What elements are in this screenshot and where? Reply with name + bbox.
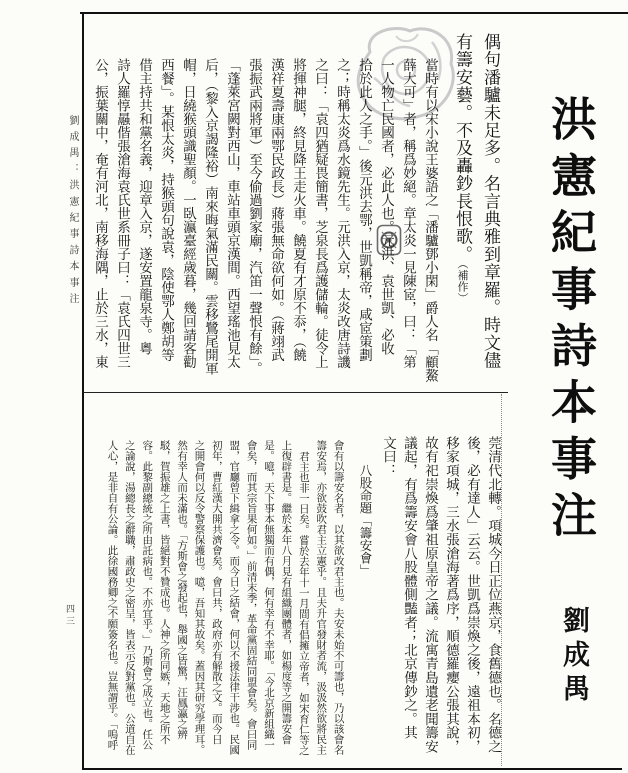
text-column: 後，必有達人」云云。世凱爲崇煥之後，遠祖本初，: [464, 436, 480, 754]
text-column: 張振武兩將軍）至今偷過劉家廟，汽笛一聲恨有餘」。: [246, 58, 262, 376]
section-divider-rule: [83, 392, 508, 393]
upper-commentary: [89, 58, 441, 388]
text-column: 文曰：: [380, 436, 396, 478]
text-column: 后，（黎入京謁隆裕）南來晦氣滿民關。雲移鷺尾開軍: [202, 58, 218, 376]
text-column: 議起，有爲籌安會八股體側豔者；北京傳鈔之。其: [401, 436, 417, 740]
essay-column: 是。噫，天下事本無獨而有偶，何有幸有不幸耶。「今北京新組織一: [263, 440, 276, 750]
lower-commentary: [377, 436, 503, 766]
text-column: 帽，日繞猴頭識聖顏。一臥瀛臺經歲暮，幾回請客勸: [180, 58, 196, 369]
essay-column: 君主也非一日矣。嘗於去年十一月間有倡擁立帝者，如宋育仁等之: [297, 451, 310, 756]
poem-line: 偶句潘驢未足多。名言典雅到章羅。時文儘: [480, 33, 500, 370]
book-title: 洪憲紀事詩本事注: [544, 95, 598, 548]
text-column: 詩人羅惇曧偕張滄海袁氏世系冊子曰：「袁氏四世三: [114, 58, 130, 369]
author-name: 劉成禺: [558, 606, 589, 708]
essay-column: 之開會何以反令警察保護也。噫，吾知其故矣。蓋因其研究學理耳。: [193, 440, 206, 755]
text-column: 「蓬萊宮闕對西山，車站車頭京漢間。西望瑤池見太: [224, 58, 240, 369]
poem-note: （補作）: [456, 263, 469, 304]
running-header: 劉成禺：洪憲紀事詩本事注: [67, 115, 78, 310]
essay-column: 盟，官廳曾下緝拿之令。而今日之結會，何以不援法律干涉也。民國: [228, 440, 241, 755]
bottom-border-rule: [82, 768, 622, 770]
text-column: 西餐」。某恨太炎，持猴頭句說袁，陰使鄂人鄭胡等: [158, 58, 174, 362]
essay-column: 初年，曹紅漢大開共濟會矣。會曰共，政府亦有解散之文。而今日: [210, 440, 223, 745]
page-number: 四三: [64, 604, 74, 628]
poem-line: [448, 33, 476, 383]
text-column: 一人物亡民國者，必此人也。元洪、袁世凱、必收: [378, 58, 394, 355]
essay-column: 之論說，湯總長之辭職，肅政史之密呈，皆表示反對黨也。公道自在: [123, 440, 136, 755]
text-column: 當時有以宋小說王婆語之「潘驢鄧小閑」爵人名「顧鰲: [422, 58, 438, 382]
essay-column: 人心，是非自有公論。此徐國務卿之不願簽名也。豈無謂乎。「嗚呼: [106, 440, 119, 750]
text-column: 薛大可」者，稱爲妙絕。章太炎一見陳宧，曰：「第: [400, 58, 416, 369]
essay-column: 駁，賀振雄之上書，皆絕對不贊成也。人神之所同嫉，天地之所不: [158, 440, 171, 745]
text-column: 借主持共和黨名義，迎章入京，遂安置龍泉寺。粵: [136, 58, 152, 355]
text-column: 之曰：「袁四猶疑畏簡書，芝泉長爲護儲輪。徒令上: [312, 58, 328, 369]
essay-column: 上復辟書是。繼於本年八月見有組織團體者，如楊度等之開籌安會: [280, 440, 293, 745]
poem-line-text: 有籌安藝。不及轟鈔長恨歌。: [452, 33, 472, 264]
text-column: 莞清代北轉。項城今日正位燕京，食舊德也。名德之: [485, 436, 501, 754]
poem-block: [448, 33, 504, 383]
top-border-rule: [80, 12, 628, 14]
text-column: 故有祀崇煥爲肇祖原皇帝之議。流寓青島遺老聞籌安: [422, 436, 438, 754]
text-column: 拾於此人之手。」後元洪去鄂，世凱稱帝，咸宧策劃: [356, 58, 372, 362]
essay-column: 容。此黎副總統之所由託病也。不亦宜乎。」乃斯會之成立也。任公: [141, 440, 154, 750]
essay-column: 會矣，而其宗旨果何如。」前清末季，革命黨固結同盟會矣。會曰同: [245, 440, 258, 750]
essay-heading: 八股命題「籌安會」: [358, 464, 373, 577]
text-column: 之；時稱太炎爲水鏡先生。元洪入京，太炎改唐詩譏: [334, 58, 350, 369]
essay-column: 然有幸人而未滿也。「方斯會之發起也，舉國之皆驚，汪鳳瀛之辨: [176, 440, 189, 740]
text-column: 將揮神腿，終見降王走火車。饒夏有才原不忝，（饒: [290, 58, 306, 362]
text-column: 移家項城，三水張滄海著爲序，順德羅癭公張其說，: [443, 436, 459, 754]
essay-column: 籌安焉，亦欲鼓吹君主立憲乎。且夫升官發財者流，汲汲然欲將民主: [315, 440, 328, 755]
essay-column: 會有以籌安名者，以其欲改君主也。夫安未始不可籌也，乃以該會名: [332, 440, 345, 755]
text-column: 漢祥夏壽康兩鄂民政長）蔣張無命欲何如。（蔣翊武: [268, 58, 284, 362]
essay-body: [103, 440, 347, 765]
text-column: 公，振葉關中，奄有河北，南移海隅，止於三水，東: [92, 58, 108, 369]
